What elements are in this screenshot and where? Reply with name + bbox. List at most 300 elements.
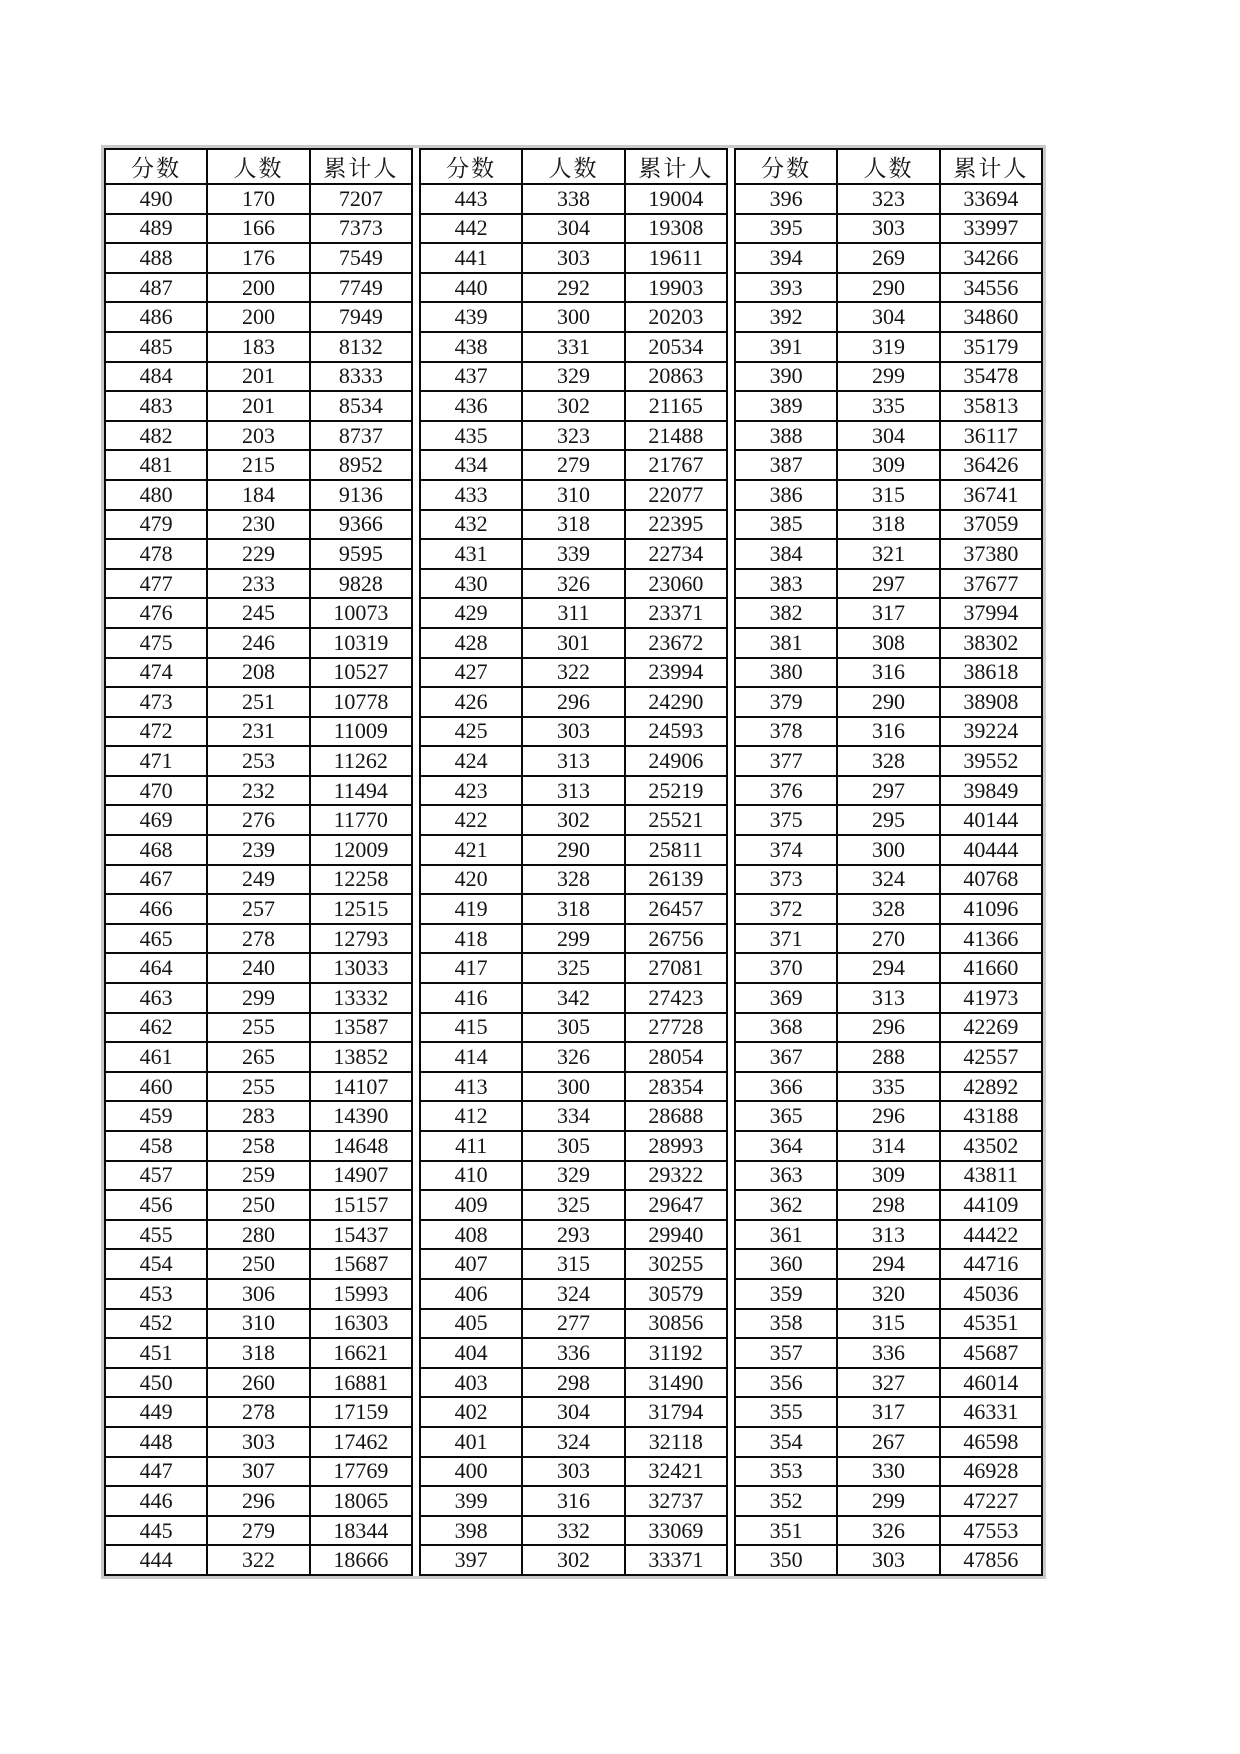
score-cell: 471: [105, 746, 207, 776]
count-cell: 290: [837, 687, 939, 717]
count-cell: 338: [522, 184, 624, 214]
count-cell: 313: [837, 1220, 939, 1250]
count-cell: 288: [837, 1042, 939, 1072]
table-row: [420, 776, 727, 806]
score-cell: 360: [735, 1249, 837, 1279]
table-row: [105, 1545, 412, 1575]
score-cell: 394: [735, 243, 837, 273]
score-cell: 470: [105, 776, 207, 806]
count-cell: 326: [522, 569, 624, 599]
score-cell: 480: [105, 480, 207, 510]
score-cell: 388: [735, 421, 837, 451]
cumulative-cell: 25219: [625, 776, 727, 806]
cumulative-cell: 13852: [310, 1042, 412, 1072]
count-cell: 292: [522, 273, 624, 303]
cumulative-cell: 20203: [625, 302, 727, 332]
table-row: [105, 1131, 412, 1161]
count-cell: 327: [837, 1368, 939, 1398]
cumulative-cell: 28354: [625, 1072, 727, 1102]
cumulative-column-header: 累计人: [625, 149, 727, 184]
table-row: [105, 243, 412, 273]
cumulative-cell: 34860: [940, 302, 1042, 332]
cumulative-cell: 47227: [940, 1486, 1042, 1516]
cumulative-cell: 40444: [940, 835, 1042, 865]
score-cell: 381: [735, 628, 837, 658]
count-cell: 296: [207, 1486, 309, 1516]
count-cell: 279: [522, 450, 624, 480]
table-row: [735, 865, 1042, 895]
count-cell: 322: [207, 1545, 309, 1575]
table-row: [420, 746, 727, 776]
score-cell: 369: [735, 983, 837, 1013]
score-cell: 420: [420, 865, 522, 895]
cumulative-cell: 13332: [310, 983, 412, 1013]
table-row: [105, 391, 412, 421]
score-cell: 461: [105, 1042, 207, 1072]
score-cell: 468: [105, 835, 207, 865]
cumulative-cell: 34266: [940, 243, 1042, 273]
cumulative-cell: 30579: [625, 1279, 727, 1309]
score-cell: 408: [420, 1220, 522, 1250]
count-cell: 296: [837, 1101, 939, 1131]
count-cell: 328: [837, 746, 939, 776]
count-cell: 255: [207, 1072, 309, 1102]
cumulative-cell: 16303: [310, 1309, 412, 1339]
table-row: [735, 539, 1042, 569]
cumulative-cell: 32737: [625, 1486, 727, 1516]
count-cell: 308: [837, 628, 939, 658]
score-cell: 418: [420, 924, 522, 954]
table-row: [420, 628, 727, 658]
table-row: [420, 391, 727, 421]
score-cell: 489: [105, 214, 207, 244]
count-cell: 317: [837, 598, 939, 628]
count-cell: 279: [207, 1516, 309, 1546]
header-row: [420, 149, 727, 184]
table-row: [735, 835, 1042, 865]
cumulative-cell: 20534: [625, 332, 727, 362]
score-column-header: 分数: [735, 149, 837, 184]
table-row: [105, 480, 412, 510]
count-cell: 303: [522, 1457, 624, 1487]
score-cell: 437: [420, 362, 522, 392]
count-cell: 313: [522, 776, 624, 806]
score-cell: 425: [420, 717, 522, 747]
table-row: [105, 1101, 412, 1131]
score-cell: 422: [420, 805, 522, 835]
count-cell: 300: [837, 835, 939, 865]
score-cell: 407: [420, 1249, 522, 1279]
score-cell: 396: [735, 184, 837, 214]
cumulative-cell: 12793: [310, 924, 412, 954]
cumulative-cell: 39849: [940, 776, 1042, 806]
table-row: [105, 1249, 412, 1279]
count-cell: 305: [522, 1131, 624, 1161]
cumulative-cell: 41660: [940, 953, 1042, 983]
cumulative-cell: 11494: [310, 776, 412, 806]
score-cell: 377: [735, 746, 837, 776]
cumulative-cell: 42269: [940, 1013, 1042, 1043]
table-row: [105, 1368, 412, 1398]
cumulative-cell: 40144: [940, 805, 1042, 835]
score-cell: 355: [735, 1397, 837, 1427]
count-cell: 265: [207, 1042, 309, 1072]
count-cell: 253: [207, 746, 309, 776]
score-cell: 350: [735, 1545, 837, 1575]
cumulative-cell: 23672: [625, 628, 727, 658]
table-row: [420, 421, 727, 451]
count-cell: 208: [207, 658, 309, 688]
score-cell: 484: [105, 362, 207, 392]
cumulative-cell: 8132: [310, 332, 412, 362]
table-row: [735, 332, 1042, 362]
count-cell: 331: [522, 332, 624, 362]
count-cell: 299: [837, 1486, 939, 1516]
score-cell: 453: [105, 1279, 207, 1309]
table-row: [105, 1013, 412, 1043]
table-row: [420, 1013, 727, 1043]
count-cell: 325: [522, 1190, 624, 1220]
cumulative-cell: 16881: [310, 1368, 412, 1398]
cumulative-cell: 20863: [625, 362, 727, 392]
count-cell: 293: [522, 1220, 624, 1250]
count-cell: 304: [837, 421, 939, 451]
score-cell: 389: [735, 391, 837, 421]
table-row: [735, 302, 1042, 332]
score-cell: 472: [105, 717, 207, 747]
table-row: [420, 1042, 727, 1072]
count-cell: 305: [522, 1013, 624, 1043]
table-row: [105, 332, 412, 362]
cumulative-cell: 28993: [625, 1131, 727, 1161]
table-row: [735, 362, 1042, 392]
table-row: [420, 1161, 727, 1191]
count-cell: 321: [837, 539, 939, 569]
cumulative-cell: 18666: [310, 1545, 412, 1575]
score-cell: 441: [420, 243, 522, 273]
count-cell: 270: [837, 924, 939, 954]
table-row: [105, 687, 412, 717]
cumulative-cell: 12515: [310, 894, 412, 924]
score-cell: 390: [735, 362, 837, 392]
cumulative-cell: 7949: [310, 302, 412, 332]
count-cell: 309: [837, 450, 939, 480]
cumulative-cell: 36426: [940, 450, 1042, 480]
score-cell: 448: [105, 1427, 207, 1457]
count-cell: 315: [837, 1309, 939, 1339]
score-cell: 392: [735, 302, 837, 332]
count-cell: 307: [207, 1457, 309, 1487]
cumulative-cell: 44422: [940, 1220, 1042, 1250]
count-cell: 245: [207, 598, 309, 628]
table-row: [735, 1368, 1042, 1398]
score-cell: 393: [735, 273, 837, 303]
count-cell: 324: [522, 1427, 624, 1457]
count-cell: 319: [837, 332, 939, 362]
score-cell: 402: [420, 1397, 522, 1427]
count-cell: 318: [207, 1338, 309, 1368]
table-row: [735, 1072, 1042, 1102]
table-row: [420, 1220, 727, 1250]
table-row: [735, 1427, 1042, 1457]
count-cell: 302: [522, 391, 624, 421]
score-cell: 439: [420, 302, 522, 332]
table-row: [105, 1309, 412, 1339]
count-cell: 233: [207, 569, 309, 599]
cumulative-cell: 46928: [940, 1457, 1042, 1487]
score-cell: 452: [105, 1309, 207, 1339]
count-cell: 310: [522, 480, 624, 510]
count-cell: 269: [837, 243, 939, 273]
table-row: [105, 510, 412, 540]
score-cell: 413: [420, 1072, 522, 1102]
count-cell: 250: [207, 1190, 309, 1220]
table-row: [735, 1516, 1042, 1546]
score-cell: 409: [420, 1190, 522, 1220]
score-cell: 459: [105, 1101, 207, 1131]
score-cell: 370: [735, 953, 837, 983]
table-row: [420, 953, 727, 983]
cumulative-cell: 36117: [940, 421, 1042, 451]
cumulative-cell: 43811: [940, 1161, 1042, 1191]
count-cell: 339: [522, 539, 624, 569]
cumulative-cell: 9136: [310, 480, 412, 510]
cumulative-cell: 18344: [310, 1516, 412, 1546]
table-row: [735, 1042, 1042, 1072]
score-cell: 446: [105, 1486, 207, 1516]
table-row: [105, 273, 412, 303]
table-row: [105, 421, 412, 451]
cumulative-cell: 8952: [310, 450, 412, 480]
table-row: [420, 1072, 727, 1102]
score-cell: 424: [420, 746, 522, 776]
count-cell: 201: [207, 391, 309, 421]
table-row: [735, 598, 1042, 628]
count-cell: 304: [522, 1397, 624, 1427]
cumulative-cell: 17769: [310, 1457, 412, 1487]
header-row: [735, 149, 1042, 184]
score-cell: 487: [105, 273, 207, 303]
score-cell: 372: [735, 894, 837, 924]
count-cell: 278: [207, 924, 309, 954]
count-cell: 297: [837, 569, 939, 599]
table-row: [735, 1486, 1042, 1516]
score-cell: 358: [735, 1309, 837, 1339]
cumulative-cell: 23060: [625, 569, 727, 599]
score-cell: 423: [420, 776, 522, 806]
count-cell: 323: [522, 421, 624, 451]
score-cell: 443: [420, 184, 522, 214]
count-cell: 313: [837, 983, 939, 1013]
count-cell: 297: [837, 776, 939, 806]
score-cell: 475: [105, 628, 207, 658]
table-row: [735, 1309, 1042, 1339]
score-column-header: 分数: [420, 149, 522, 184]
score-cell: 431: [420, 539, 522, 569]
count-cell: 314: [837, 1131, 939, 1161]
count-cell: 255: [207, 1013, 309, 1043]
table-row: [105, 983, 412, 1013]
table-row: [735, 1220, 1042, 1250]
table-row: [105, 302, 412, 332]
score-cell: 354: [735, 1427, 837, 1457]
count-cell: 301: [522, 628, 624, 658]
score-cell: 386: [735, 480, 837, 510]
table-row: [420, 1427, 727, 1457]
score-cell: 457: [105, 1161, 207, 1191]
cumulative-cell: 33694: [940, 184, 1042, 214]
table-row: [420, 510, 727, 540]
count-cell: 290: [837, 273, 939, 303]
table-row: [420, 1516, 727, 1546]
score-cell: 397: [420, 1545, 522, 1575]
count-cell: 170: [207, 184, 309, 214]
table-row: [735, 510, 1042, 540]
count-cell: 277: [522, 1309, 624, 1339]
count-cell: 325: [522, 953, 624, 983]
table-row: [105, 658, 412, 688]
cumulative-cell: 35813: [940, 391, 1042, 421]
table-row: [420, 983, 727, 1013]
score-cell: 476: [105, 598, 207, 628]
score-cell: 410: [420, 1161, 522, 1191]
score-column-header: 分数: [105, 149, 207, 184]
table-row: [420, 835, 727, 865]
table-row: [105, 598, 412, 628]
cumulative-cell: 19611: [625, 243, 727, 273]
score-cell: 379: [735, 687, 837, 717]
score-cell: 376: [735, 776, 837, 806]
cumulative-cell: 35179: [940, 332, 1042, 362]
table-row: [735, 1249, 1042, 1279]
score-cell: 368: [735, 1013, 837, 1043]
cumulative-cell: 29322: [625, 1161, 727, 1191]
count-cell: 334: [522, 1101, 624, 1131]
table-row: [105, 450, 412, 480]
score-cell: 357: [735, 1338, 837, 1368]
table-row: [735, 450, 1042, 480]
table-row: [105, 1457, 412, 1487]
score-cell: 400: [420, 1457, 522, 1487]
table-row: [735, 717, 1042, 747]
table-row: [105, 1516, 412, 1546]
table-row: [735, 569, 1042, 599]
count-cell: 313: [522, 746, 624, 776]
cumulative-cell: 45687: [940, 1338, 1042, 1368]
table-row: [105, 924, 412, 954]
cumulative-cell: 31490: [625, 1368, 727, 1398]
cumulative-cell: 12009: [310, 835, 412, 865]
score-cell: 421: [420, 835, 522, 865]
score-cell: 384: [735, 539, 837, 569]
score-cell: 412: [420, 1101, 522, 1131]
count-cell: 276: [207, 805, 309, 835]
count-cell: 299: [522, 924, 624, 954]
score-cell: 417: [420, 953, 522, 983]
score-cell: 463: [105, 983, 207, 1013]
score-cell: 450: [105, 1368, 207, 1398]
count-cell: 310: [207, 1309, 309, 1339]
count-cell: 259: [207, 1161, 309, 1191]
score-cell: 373: [735, 865, 837, 895]
cumulative-cell: 10073: [310, 598, 412, 628]
cumulative-cell: 38908: [940, 687, 1042, 717]
score-cell: 414: [420, 1042, 522, 1072]
score-cell: 428: [420, 628, 522, 658]
table-row: [735, 273, 1042, 303]
score-table-group-1: [104, 148, 413, 1576]
table-row: [420, 1309, 727, 1339]
score-table-group-2: [419, 148, 728, 1576]
count-cell: 317: [837, 1397, 939, 1427]
score-cell: 385: [735, 510, 837, 540]
cumulative-cell: 11009: [310, 717, 412, 747]
cumulative-cell: 31192: [625, 1338, 727, 1368]
cumulative-cell: 32421: [625, 1457, 727, 1487]
table-row: [105, 1190, 412, 1220]
cumulative-cell: 15687: [310, 1249, 412, 1279]
score-cell: 444: [105, 1545, 207, 1575]
table-row: [420, 184, 727, 214]
table-row: [735, 1279, 1042, 1309]
cumulative-cell: 37380: [940, 539, 1042, 569]
count-cell: 203: [207, 421, 309, 451]
table-row: [420, 894, 727, 924]
cumulative-cell: 22734: [625, 539, 727, 569]
count-cell: 294: [837, 1249, 939, 1279]
table-row: [735, 924, 1042, 954]
cumulative-cell: 7207: [310, 184, 412, 214]
count-cell: 315: [837, 480, 939, 510]
score-cell: 378: [735, 717, 837, 747]
score-cell: 380: [735, 658, 837, 688]
score-cell: 365: [735, 1101, 837, 1131]
count-cell: 323: [837, 184, 939, 214]
table-row: [735, 628, 1042, 658]
count-cell: 215: [207, 450, 309, 480]
score-cell: 426: [420, 687, 522, 717]
table-row: [420, 1368, 727, 1398]
cumulative-cell: 10778: [310, 687, 412, 717]
cumulative-cell: 14907: [310, 1161, 412, 1191]
cumulative-cell: 8534: [310, 391, 412, 421]
cumulative-cell: 11770: [310, 805, 412, 835]
count-cell: 303: [837, 214, 939, 244]
count-cell: 296: [837, 1013, 939, 1043]
table-row: [735, 243, 1042, 273]
score-cell: 436: [420, 391, 522, 421]
cumulative-cell: 10319: [310, 628, 412, 658]
score-cell: 430: [420, 569, 522, 599]
count-cell: 318: [522, 510, 624, 540]
table-row: [105, 184, 412, 214]
count-cell: 257: [207, 894, 309, 924]
table-row: [420, 450, 727, 480]
count-cell: 318: [837, 510, 939, 540]
table-row: [420, 273, 727, 303]
score-cell: 445: [105, 1516, 207, 1546]
cumulative-cell: 43502: [940, 1131, 1042, 1161]
cumulative-cell: 44109: [940, 1190, 1042, 1220]
table-row: [105, 805, 412, 835]
count-cell: 229: [207, 539, 309, 569]
cumulative-cell: 37677: [940, 569, 1042, 599]
cumulative-cell: 27728: [625, 1013, 727, 1043]
table-row: [735, 953, 1042, 983]
cumulative-cell: 41973: [940, 983, 1042, 1013]
cumulative-cell: 9366: [310, 510, 412, 540]
table-row: [735, 746, 1042, 776]
